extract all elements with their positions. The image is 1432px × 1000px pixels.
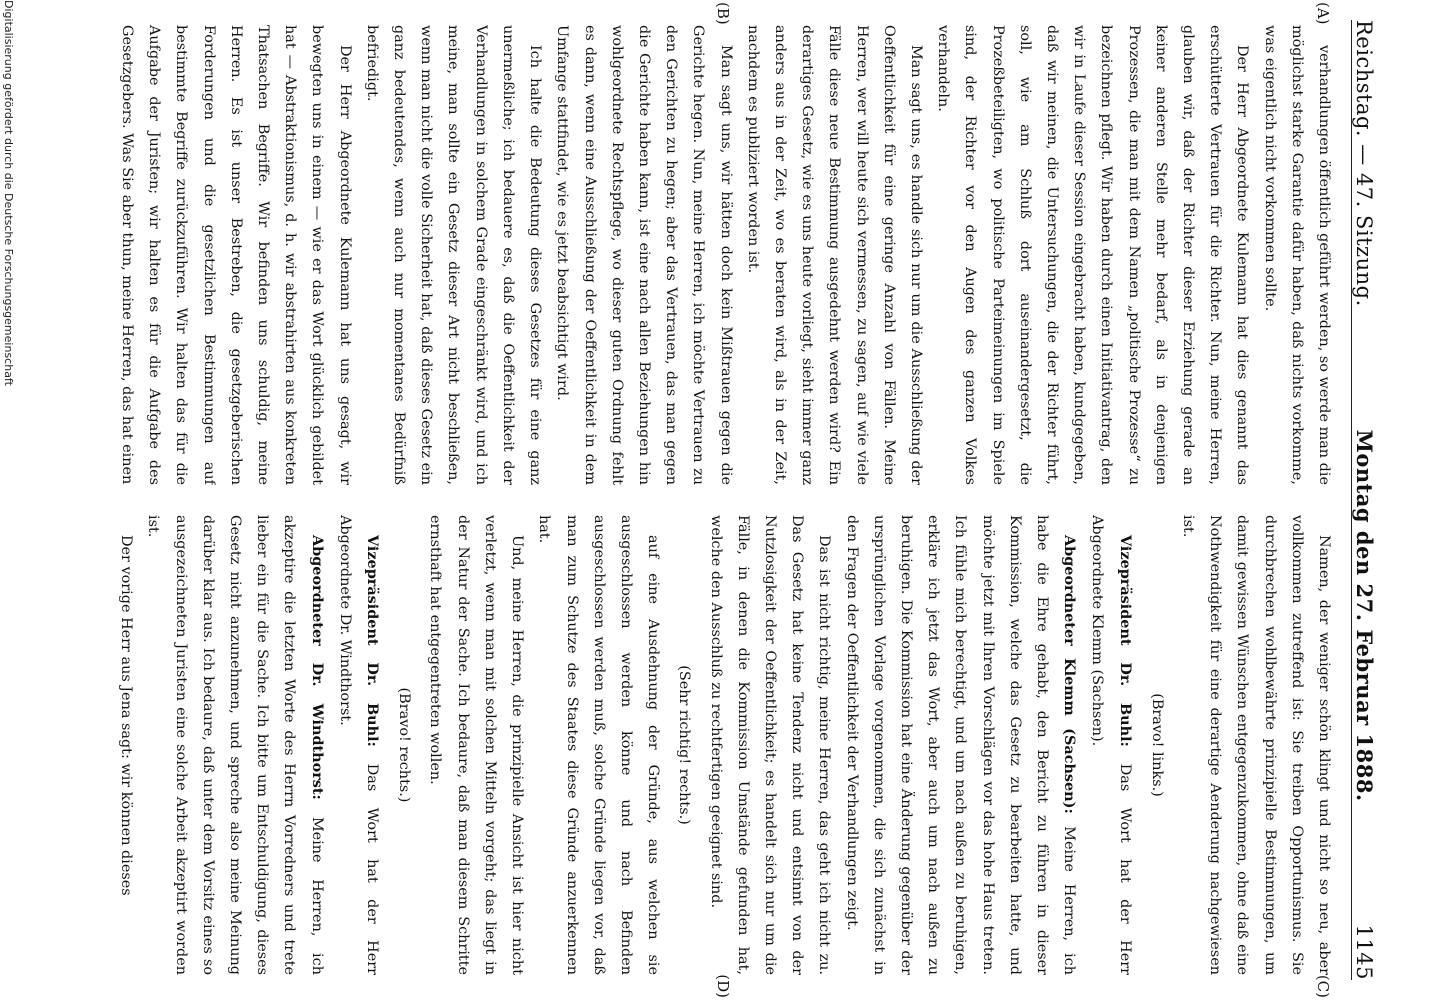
speaker-name: Vizepräsident Dr. Buhl: [1116,535,1134,764]
paragraph: Der Herr Abgeordnete Kulemann hat uns gesagt, wir bewegten uns in einem — wie er das Wort glücklich gebildet hat — Abstraktionismus, d. h. wir abstrahirten aus konkreten Thatsachen Begriffe. Wir befinden uns schuldig, meine Herren. Es ist unser Bestreben, die gesetzgeberischen Forderungen und die gesetzlichen Bestimmungen auf bestimmte Begriffe zurückzuführen. Wir halten das für die Aufgabe der Juristen; wir halten es für die Aufgabe des Gesetzgebers. Was Sie aber thun, meine Herren, das hat einen [119,25,353,485]
footer-credit: Digitalisierung gefördert durch die Deutsche Forschungsgemeinschaft [2,0,15,386]
paragraph: Namen, der weniger schön klingt und nicht so neu, aber vollkommen zutreffend ist: Sie treiben Opportunismus. Sie durchbrechen wohlbewährte prinzipielle Bestimmungen, um damit gewissen Wünschen entgegenzukommen, ohne daß eine Nothwendigkeit für eine derartige Aenderung nachgewiesen ist. [1179,515,1332,975]
page-header [1351,20,1392,980]
speech-paragraph: Vizepräsident Dr. Buhl: Das Wort hat der Herr Abgeordnete Klemm (Sachsen). [1089,515,1134,975]
paragraph: Ich halte die Bedeutung dieses Gesetzes für eine ganz unermeßliche; ich bedauere es, daß die Oeffentlichkeit der Verhandlungen in solchem Grade eingeschränkt wird, und ich meine, man sollte ein Gesetz dieser Art nicht beschließen, wenn man nicht die volle Sicherheit hat, daß dieses Gesetz ein ganz bedeutendes, wenn auch nur momentanes Bedürfniß befriedigt. [363,25,544,485]
speech-paragraph: Vizepräsident Dr. Buhl: Das Wort hat der Herr Abgeordnete Dr. Windthorst. [336,515,382,975]
speech-paragraph: Abgeordneter Dr. Windthorst: Meine Herren, ich akzeptire die letzten Worte des Herrn Vorredners und trete lieber ein für die Sache. Ich bitte um Entschuldigung, dieses Gesetz nicht anzunehmen, und spreche also meine Meinung darüber klar aus. Ich bedaure, daß unter dem Vorsitz eines so ausgezeichneten Juristen eine solche Arbeit akzeptirt worden ist. [145,515,326,975]
interjection: (Bravo! rechts.) [396,687,413,803]
left-column [25,25,1337,485]
paragraph: Man sagt uns, wir hätten doch kein Mißtrauen gegen die Gerichte hegen. Nun, meine Herren, ich möchte Vertrauen zu den Gerichten zu hegen; aber das Vertrauen, das man gegen die Gerichte haben kann, ist eine nach allen Beziehungen hin wohlgeordnete Rechtspflege, wo dieser guten Ordnung fehlt es dann, wenn eine Ausschließung der Oeffentlichkeit in dem Umfange stattfindet, wie es jetzt beabsichtigt wird. [554,25,734,485]
paragraph: Der Herr Abgeordnete Kulemann hat dies genannt das erschütterte Vertrauen für die Richter. Nun, meine Herren, glauben wir, daß der Richter dieser Erziehung gerade an keiner anderen Stelle mehr bedarf, als in denjenigen Prozessen, die man mit dem Namen „politische Prozesse“ zu bezeichnen pflegt. Wir haben durch einen Initiativantrag, den wir in Laufe dieser Session eingebracht haben, kundgegeben, daß wir meinen, die Untersuchungen, die der Richter führt, soll, wie am Schluß dort auseinandergesetzt, die Prozeßbeteiligten, wo politische Parteimeinungen im Spiele sind, der Richter vor den Augen des ganzen Volkes verhandeln. [935,25,1251,485]
paragraph: verhandlungen öffentlich geführt werden, so werde man die möglichst starke Garantie dafür haben, daß nichts vorkomme, was eigentlich nicht vorkommen sollte. [1261,25,1332,485]
paragraph: Und, meine Herren, die prinzipielle Ansicht ist hier nicht verletzt, wenn man mit solchen Mitteln vorgeht; das liegt in der Natur der Sache. Ich bedaure, daß man diesem Schritte ernsthaft hat entgegentreten wollen. [427,515,526,975]
speaker-name: Abgeordneter Klemm (Sachsen): [1061,535,1079,827]
text-columns [25,25,1337,975]
paragraph: auf eine Ausdehnung der Gründe, aus welchen sie ausgeschlossen werden könne und nach Befinden ausgeschlossen werden muß, solche Gründe liegen vor, daß man zum Schutze des Staates diese Gründe anzuerkennen hat. [536,515,662,975]
paragraph: Das ist nicht richtig, meine Herren, das geht ich nicht zu. Das Gesetz hat keine Tendenz nicht und entsinnt von der Nutzlosigkeit der Oeffentlichkeit; es handelt sich nur um die Fälle, in denen die Kommission Umstände gefunden hat, welche den Ausschluß zu rechtfertigen geeignet sind. [707,515,833,975]
paragraph: Der vorige Herr aus Jena sagt: wir können dieses [118,535,135,896]
page-number: 1145 [1352,924,1376,980]
speaker-name: Vizepräsident Dr. Buhl: [364,535,382,764]
paragraph: Man sagt uns, es handle sich nur um die Ausschließung der Oeffentlichkeit für eine geringe Anzahl von Fällen. Meine Herren, wer will heute sich vermessen, zu sagen, auf wie viele Fälle diese neue Bestimmung ausgedehnt werden wird? Ein derartiges Gesetz, wie es uns heute vorliegt, sieht immer ganz anders aus in der Zeit, wo es beraten wird, als in der Zeit, nachdem es publiziert worden ist. [744,25,924,485]
header-date: Montag den 27. Februar 1888. [1352,429,1377,802]
right-column [25,515,1337,975]
speaker-name: Abgeordneter Dr. Windthorst: [308,535,326,817]
margin-marker-d: (D) [714,974,732,998]
interjection: (Sehr richtig! rechts.) [676,665,693,825]
header-left: Reichstag. — 47. Sitzung. [1352,20,1376,307]
interjection: (Bravo! links.) [1148,693,1165,797]
margin-marker-a: (A) [1314,2,1332,25]
speech-paragraph: Abgeordneter Klemm (Sachsen): Meine Herren, ich habe die Ehre gehabt, den Bericht zu führen in dieser Kommission, welche das Gesetz zu bearbeiten hatte, und möchte jetzt mit Ihren Vorschlägen vor das hohe Haus treten. Ich fühle mich berechtigt, und um nach außen zu beruhigen, erkläre ich jetzt das Wort, aber auch um nach außen zu beruhigen. Die Kommission hat eine Änderung gegenüber der ursprünglichen Vorlage vorgenommen, die sich zunächst in den Fragen der Oeffentlichkeit der Verhandlungen zeigt. [843,515,1079,975]
margin-marker-c: (C) [1314,974,1332,998]
margin-marker-b: (B) [714,2,732,25]
